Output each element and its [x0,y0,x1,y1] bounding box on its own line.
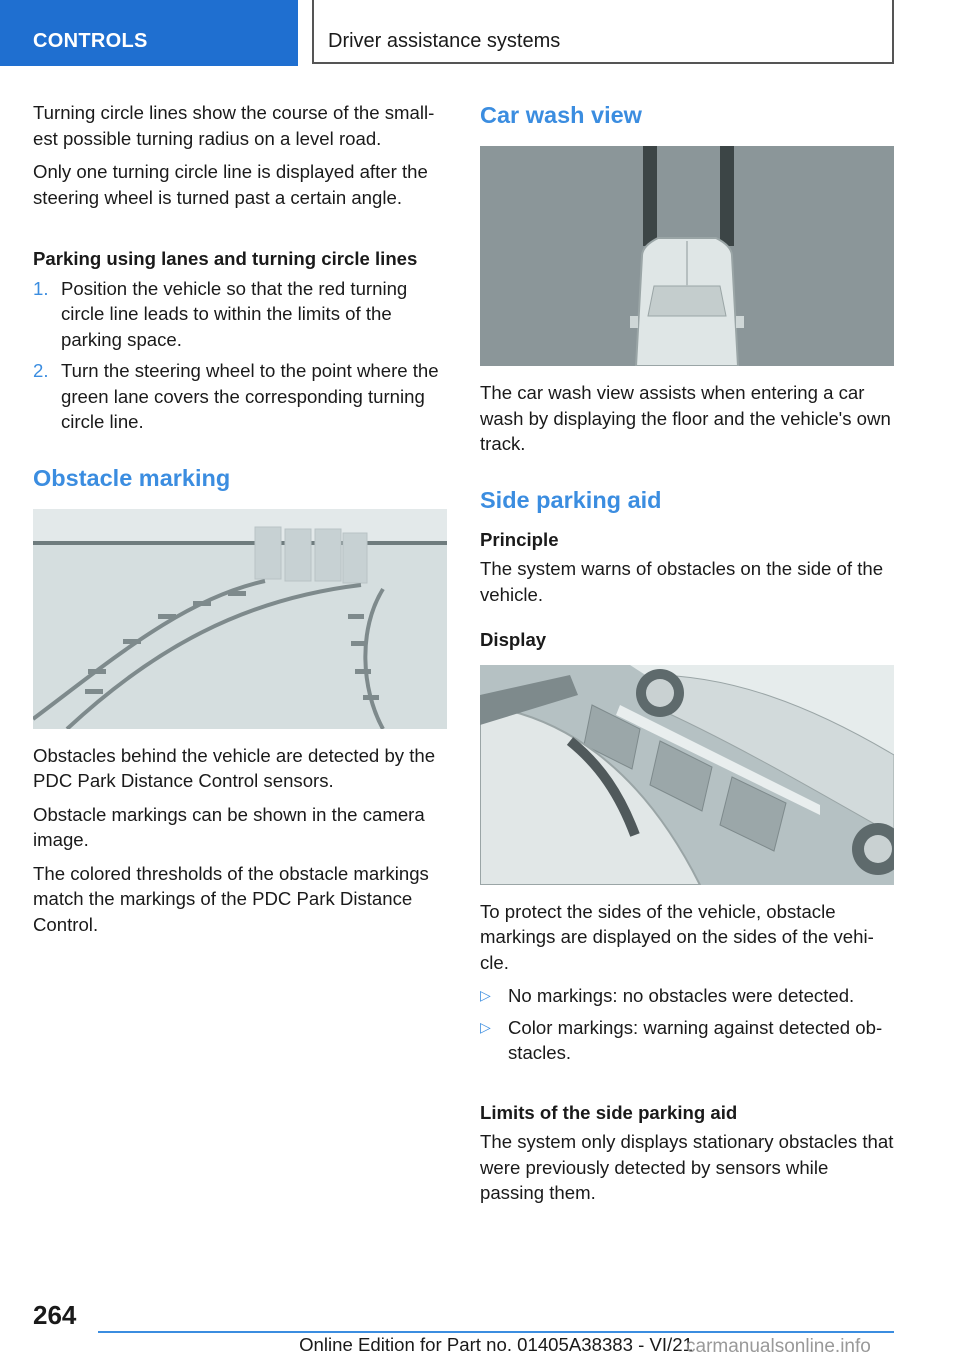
step-number: 1. [33,277,49,299]
bullet-text: Color markings: warning against detected ob‐stacles. [508,1016,883,1063]
edition-text: Online Edition for Part no. 01405A38383 - VI/21 [299,1334,693,1355]
camera-markings-paragraph: Obstacle markings can be shown in the camera image. [33,803,425,850]
marking-bullets [480,983,896,1066]
list-item [480,983,896,1009]
bullet-text: No markings: no obstacles were detected. [508,985,855,1006]
left-column [33,100,449,945]
step-number: 2. [33,360,49,381]
turning-lines-paragraph: Turning circle lines show the course of the small‐est possible turning radius on a level road. [33,102,435,149]
car-wash-paragraph: The car wash view assists when entering a car wash by displaying the floor and the vehicle's own track. [480,382,891,454]
chapter-tab [312,0,894,64]
principle-paragraph: The system warns of obstacles on the side of the vehicle. [480,558,884,605]
step-text: Turn the steering wheel to the point where the green lane covers the corresponding turning circle line. [61,360,439,432]
list-item [480,1015,896,1066]
parking-steps [33,276,449,435]
right-column [480,100,896,1214]
section-title: CONTROLS [33,30,148,52]
step-text: Position the vehicle so that the red turning circle line leads to within the limits of the parking space. [61,277,408,350]
triangle-bullet-icon: ▷ [480,987,491,1003]
section-tab [0,0,298,66]
turning-line-angle-paragraph: Only one turning circle line is displayed after the steering wheel is turned past a certain angle. [33,161,428,208]
page-number: 264 [33,1300,77,1330]
footer-divider [98,1331,894,1333]
chapter-title: Driver assistance systems [328,30,561,52]
principle-heading: Principle [480,528,559,550]
triangle-bullet-icon: ▷ [480,1018,491,1035]
thresholds-paragraph: The colored thresholds of the obstacle markings match the markings of the PDC Park Distance Control. [33,862,429,935]
watermark: carmanualsonline.info [686,1336,871,1357]
limits-paragraph: The system only displays stationary obstacles that were previously detected by sensors while passing them. [480,1131,894,1203]
side-parking-aid-heading: Side parking aid [480,486,662,513]
side-parking-display-illustration [480,665,894,885]
car-wash-view-heading: Car wash view [480,102,642,128]
obstacle-marking-heading: Obstacle marking [33,464,231,491]
parking-lanes-heading: Parking using lanes and turning circle lines [33,248,418,269]
display-heading: Display [480,629,547,650]
obstacle-marking-illustration [33,509,447,729]
side-markings-paragraph: To protect the sides of the vehicle, obstacle markings are displayed on the sides of the vehi‐cle. [480,900,874,973]
list-item [33,276,449,353]
limits-heading: Limits of the side parking aid [480,1101,738,1123]
pdc-detection-paragraph: Obstacles behind the vehicle are detected by the PDC Park Distance Control sensors. [33,744,436,791]
car-wash-view-illustration [480,146,894,366]
list-item [33,358,449,435]
